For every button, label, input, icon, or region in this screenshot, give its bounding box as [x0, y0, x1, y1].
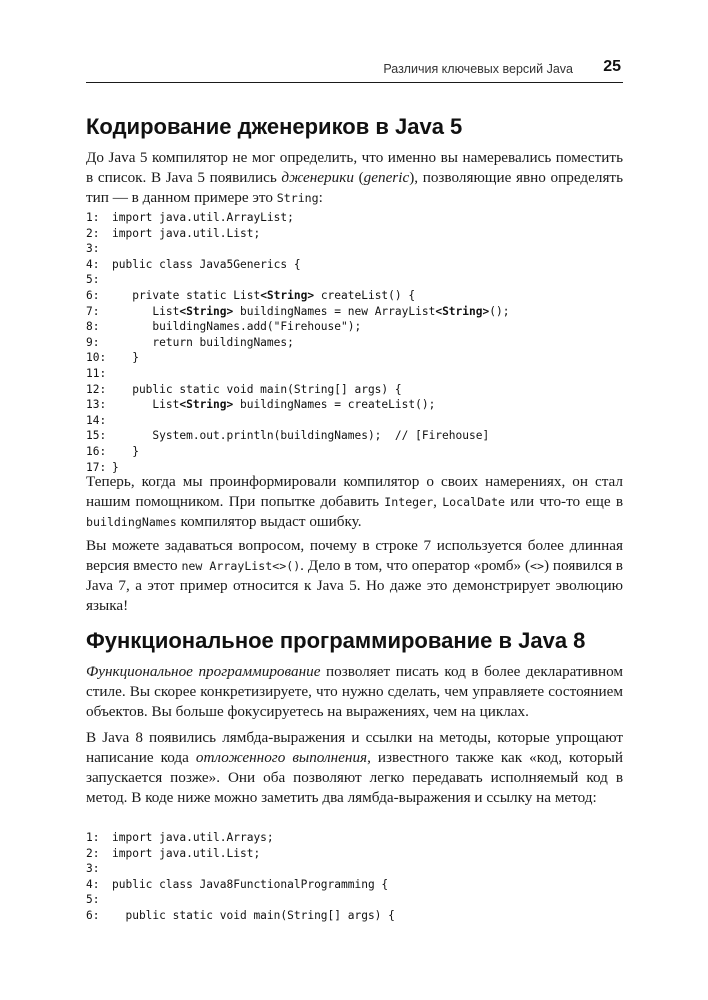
code-line: 12: public static void main(String[] args) { [86, 382, 402, 396]
page-number: 25 [603, 58, 621, 75]
code-line: 11: [86, 366, 107, 380]
code-line: 16: } [86, 444, 139, 458]
generics-intro-paragraph: До Java 5 компилятор не мог определить, что именно вы намеревались поместить в список. В Java 5 появились дженерики (generic), позволяющие явно определять тип — в данном примере это String: [86, 149, 623, 206]
code-line: 6: private static List<String> createList() { [86, 288, 416, 302]
running-title: Различия ключевых версий Java [383, 62, 573, 76]
code-line: 6: public static void main(String[] args) { [86, 908, 395, 922]
lambda-paragraph: В Java 8 появились лямбда-выражения и ссылки на методы, которые упрощают написание кода отложенного выполнения, известного также как «код, который запускается позже». Они оба позволяют легко передавать исполняемый код в метод. В коде ниже можно заметить два лямбда-выражения и ссылку на метод: [86, 729, 623, 806]
code-line: 3: [86, 242, 100, 256]
code-line: 10: } [86, 351, 139, 365]
code-line: 1: import java.util.ArrayList; [86, 211, 294, 224]
generics-compiler-paragraph: Теперь, когда мы проинформировали компилятор о своих намерениях, он стал нашим помощником. При попытке добавить Integer, LocalDate или что-то еще в buildingNames компилятор выдаст ошибку. [86, 473, 623, 530]
code-listing-generics [86, 210, 623, 475]
code-line: 5: [86, 893, 100, 907]
functional-intro-paragraph: Функциональное программирование позволяет писать код в более декларативном стиле. Вы скорее конкретизируете, что нужно сделать, чем управляете состоянием объектов. Вы больше фокусируетесь на выражениях, чем на циклах. [86, 663, 623, 720]
code-line: 7: List<String> buildingNames = new ArrayList<String>(); [86, 304, 510, 318]
code-listing-functional [86, 830, 623, 924]
code-line: 15: System.out.println(buildingNames); // [Firehouse] [86, 429, 490, 443]
code-line: 9: return buildingNames; [86, 335, 294, 349]
section-title-generics: Кодирование дженериков в Java 5 [86, 114, 463, 139]
code-line: 1: import java.util.Arrays; [86, 831, 274, 844]
code-line: 4: public class Java8FunctionalProgramming { [86, 877, 389, 891]
code-line: 4: public class Java5Generics { [86, 257, 301, 271]
code-line: 14: [86, 413, 107, 427]
code-line: 3: [86, 862, 100, 876]
code-line: 8: buildingNames.add("Firehouse"); [86, 320, 362, 334]
code-line: 13: List<String> buildingNames = createList(); [86, 398, 436, 412]
diamond-operator-paragraph: Вы можете задаваться вопросом, почему в строке 7 используется более длинная версия вместо new ArrayList<>(). Дело в том, что оператор «ромб» (<>) появился в Java 7, а этот пример относится к Java 5. Но даже это демонстрирует эволюцию языка! [86, 537, 623, 614]
code-line: 17: } [86, 460, 119, 474]
code-line: 2: import java.util.List; [86, 226, 261, 240]
section-title-functional: Функциональное программирование в Java 8 [86, 628, 586, 653]
code-line: 5: [86, 273, 100, 287]
page-header [86, 58, 623, 83]
code-line: 2: import java.util.List; [86, 846, 261, 860]
